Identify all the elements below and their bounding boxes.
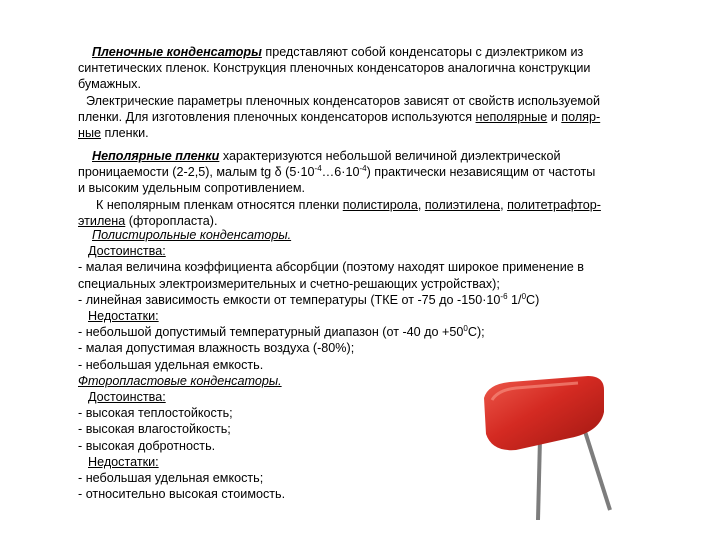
heading-advantages-2: Достоинства: (88, 390, 166, 405)
link-polar[interactable]: поляр- (561, 109, 601, 124)
paragraph-nonpolar: Неполярные пленки характеризуются небольшой величиной диэлектрической проницаемости (2-2,5), малым tg δ $(5\cdot 10^{-4}\dots 6\cdot 10^{-4})$ практически независящим от частоты и высоким удельным сопротивлением. К неполярным пленкам относятся пленки полистирола, полиэтилена, политетрафтор- этилена (фторопласта). (78, 149, 601, 228)
properties-list: Полистирольные конденсаторы. Достоинства: - малая величина коэффициента абсорбции (поэтому находят широкое применение в специальных электроизмерительных и счетно-решающих устройствах); - линейная зависимость емкости от температуры (ТКЕ от -75 до $-150\cdot 10^{-6}$ 1/$^0$С) Недостатки: - небольшой допустимый температурный диапазон (от -40 до $+50^0С$); - малая допустимая влажность воздуха (-80%); - небольшая удельная емкость. Фторопластовые конденсаторы. Достоинства: - высокая теплостойкость; - высокая влагостойкость; - высокая добротность. Недостатки: - небольшая удельная емкость; - относительно высокая стоимость. (78, 228, 584, 502)
paragraph-intro: Пленочные конденсаторы представляют собой конденсаторы с диэлектриком из синтетических пленок. Конструкция пленочных конденсаторов аналогична конструкции бумажных. Электрические параметры пленочных конденсаторов зависят от свойств используемой пленки. Для изготовления пленочных конденсаторов используются неполярные и поляр- ные пленки. (78, 45, 601, 141)
heading-disadvantages-1: Недостатки: (88, 309, 159, 324)
capacitor-lead-right (582, 422, 610, 510)
link-polystyrene[interactable]: полистирола (342, 197, 418, 212)
term-film-capacitors: Пленочные конденсаторы (92, 45, 262, 59)
link-ptfe[interactable]: политетрафтор- (507, 197, 601, 212)
link-nonpolar[interactable]: неполярные (475, 109, 548, 124)
heading-disadvantages-2: Недостатки: (88, 454, 159, 469)
heading-advantages-1: Достоинства: (88, 244, 166, 259)
capacitor-lead-left (538, 438, 540, 520)
term-nonpolar-films: Неполярные пленки (92, 149, 220, 163)
film-capacitor-image (470, 376, 640, 526)
link-polyethylene[interactable]: полиэтилена (424, 197, 501, 212)
heading-ptfe: Фторопластовые конденсаторы. (78, 373, 282, 388)
heading-polystyrene: Полистирольные конденсаторы. (92, 228, 292, 242)
